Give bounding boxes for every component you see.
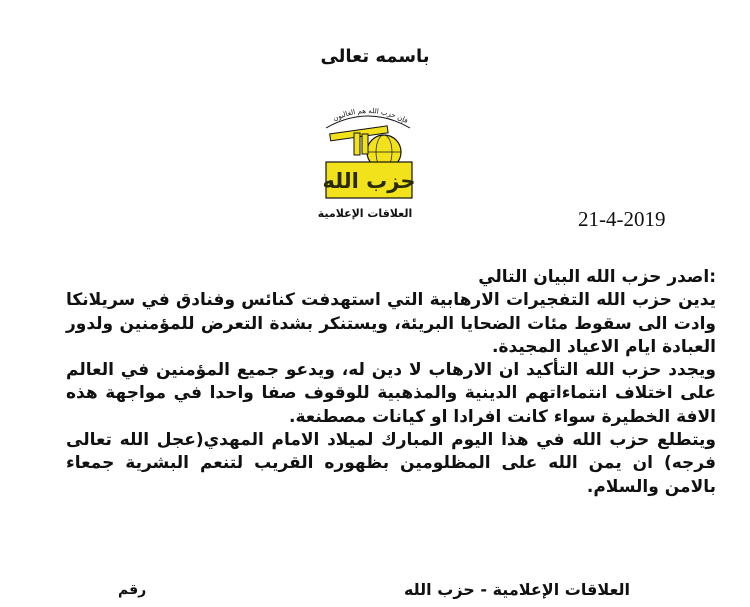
reference-number-label: رقم [118, 582, 147, 598]
statement-intro: :اصدر حزب الله البيان التالي [478, 267, 716, 287]
logo-main-text: حزب الله [322, 169, 416, 193]
signature-line: العلاقات الإعلامية - حزب الله [403, 580, 630, 599]
statement-paragraph-1: يدين حزب الله التفجيرات الارهابية التي استهدفت كنائس وفنادق في سريلانكا وادت الى سقوط مئات الضحايا البريئة، ويستنكر بشدة التعرض للمؤمنين ولدور العبادة ايام الاعياد المجيدة. [66, 290, 716, 357]
statement-paragraph-3: ويتطلع حزب الله في هذا اليوم المبارك لميلاد الامام المهدي(عجل الله تعالى فرجه) ان يمن الله على المظلومين بظهوره القريب لتنعم البشرية جمعاء بالامن والسلام. [66, 430, 716, 497]
statement-paragraph-2: ويجدد حزب الله التأكيد ان الارهاب لا دين له، ويدعو جميع المؤمنين في العالم على اختلاف انتماءاتهم الدينية والمذهبية للوقوف صفا واحدا في مواجهة هذه الافة الخطيرة سواء كانت افرادا او كيانات مصطنعة. [66, 360, 716, 427]
statement-body [66, 266, 716, 499]
basmala-heading: باسمه تعالى [320, 46, 430, 67]
statement-date: 21-4-2019 [578, 207, 666, 231]
logo-emblem [318, 100, 418, 210]
logo-arc-text: فإن حزب الله هم الغالبون [331, 106, 410, 126]
logo-caption: العلاقات الإعلامية [317, 207, 413, 220]
